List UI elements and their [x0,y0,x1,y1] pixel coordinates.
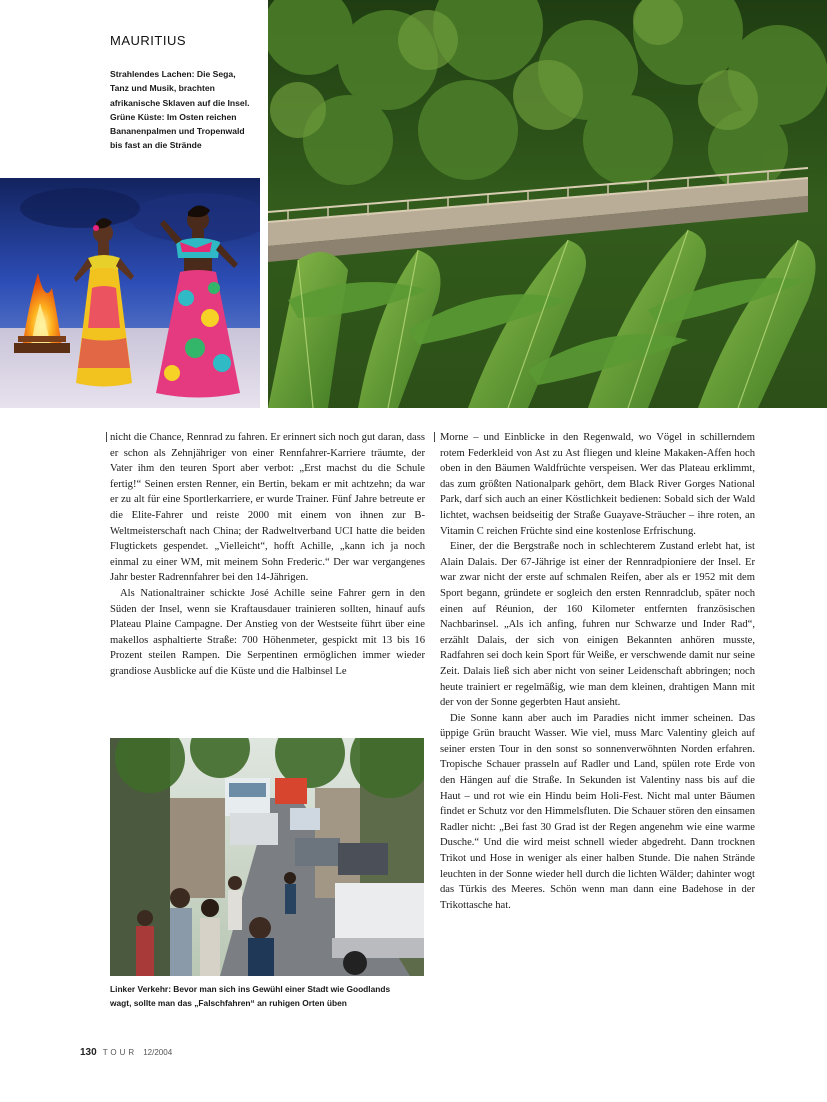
body-paragraph: Als Nationaltrainer schickte José Achille seine Fahrer gern in den Süden der Insel, wenn sie Kraftausdauer trainieren sollten, hinauf aufs Plateau Plaine Campagne. Der Anstieg von der Westseite führt über eine makellos asphaltierte Straße: 700 Höhenmeter, gespickt mit 13 bis 16 Prozent steilen Rampen. Die Serpentinen ermöglichen immer wieder grandiose Ausblicke auf die Küste und die Halbinsel Le [110,587,425,677]
caption-line: Linker Verkehr: Bevor man sich ins Gewühl einer Stadt wie Goodlands [110,984,391,994]
caption-line: Grüne Küste: Im Osten reichen [110,111,237,122]
article-column-right [440,430,755,913]
section-title: MAURITIUS [110,33,186,48]
photo-caption-bottom [110,982,430,1010]
caption-line: afrikanische Sklaven auf die Insel. [110,97,250,108]
caption-line: Strahlendes Lachen: Die Sega, [110,69,236,79]
body-paragraph: nicht die Chance, Rennrad zu fahren. Er erinnert sich noch gut daran, dass er schon als Zehnjähriger von einer Rennfahrer-Karriere träumte, der Vater ihm den teuren Sport aber verbot: „Erst machst du die Schule fertig!“ Seinen ersten Renner, ein Bertin, bekam er mit achtzehn; da war er zu alt für eine Sportlerkarriere, er wurde Trainer. Fünf Jahre betreute er die Elite-Fahrer und reiste 2000 mit einem von ihnen zur B-Weltmeisterschaft nach China; der Radweltverband UCI hatte die beiden Flugtickets gespendet. „Vielleicht“, hofft Achille, „kann ich ja noch einmal zu einer WM, mit meinem Sohn Frederic.“ Der war vergangenes Jahr bester Radrennfahrer bei den 14-Jährigen. [110,432,425,584]
caption-line: Tanz und Musik, brachten [110,83,215,94]
body-paragraph: Die Sonne kann aber auch im Paradies nicht immer scheinen. Das üppige Grün braucht Wasser. Wie viel, muss Marc Valentiny gleich auf seiner ersten Tour in den sonst so sonnenverwöhnten Norden erfahren. Tropische Schauer prasseln auf Radler und Land, spülen rote Erde von den Hängen auf die Straße. In Sekunden ist Valentiny nass bis auf die Haut – und rot wie ein Hindu beim Holi-Fest. Nicht mal unter Bäumen findet er Schutz vor den Himmelsfluten. Die Schauer stören den einsamen Radler nicht: „Bei fast 30 Grad ist der Regen angenehm wie eine warme Dusche.“ Und die wird meist schnell wieder abgedreht. Dann trocknen Trikot und Hose in weniger als einer halben Stunde. Die nahen Strände leuchten in der Sonne wieder hell durch die lichten Wälder; dahinter wogt das Türkis des Meeres. Schön wenn man dann eine Badehose in der Trikottasche hat. [440,712,755,911]
issue-number: 12/2004 [143,1048,173,1057]
caption-line: wagt, sollte man das „Falschfahren“ an ruhigen Orten üben [110,998,347,1008]
page-footer [80,1047,172,1058]
photo-rainforest-bridge [268,0,827,408]
magazine-name: TOUR [102,1048,138,1057]
photo-caption-top [110,67,262,153]
photo-sega-dancers [0,178,260,408]
page-number: 130 [80,1047,97,1058]
caption-line: bis fast an die Strände [110,140,202,151]
photo-goodlands-street [110,738,424,976]
body-paragraph: Einer, der die Bergstraße noch in schlechterem Zustand erlebt hat, ist Alain Dalais. Der 67-Jährige ist einer der Rennradpioniere der Insel. Er war zwar nicht der erste auf schmalen Reifen, aber als er 1952 mit dem Sport begann, gründete er sogleich den ersten Rennradclub, später noch einen auf Réunion, der 160 Kilometer entfernten französischen Nachbarinsel. „Als ich anfing, fuhren nur Schwarze und Inder Rad“, erzählt Dalais, der sich von einigen Bekannten anhören musste, Radfahren sei doch kein Sport für Weiße, er verschwende damit nur seine Zeit. Dalais ließ sich aber nicht von seiner Leidenschaft abbringen; noch heute trainiert er regelmäßig, wie man dem kleinen, drahtigen Mann mit der von der Sonne gegerbten Haut ansieht. [440,541,755,709]
caption-line: Bananenpalmen und Tropenwald [110,126,245,137]
body-paragraph: Morne – und Einblicke in den Regenwald, wo Vögel in schillerndem rotem Federkleid von Ast zu Ast fliegen und kleine Makaken-Affen hoch oben in den Bäumen Waldfrüchte verspeisen. Wer das Plateau erklimmt, das zum größten Nationalpark gehört, dem Black River Gorges National Park, darf sich auch an einer Köstlichkeit bedienen: Sobald sich der Wald lichtet, wachsen beidseitig der Straße Guayave-Sträucher – ihre roten, an Vitamin C reichen Früchte sind eine kostenlose Erfrischung. [440,432,755,537]
article-column-left [110,430,425,680]
